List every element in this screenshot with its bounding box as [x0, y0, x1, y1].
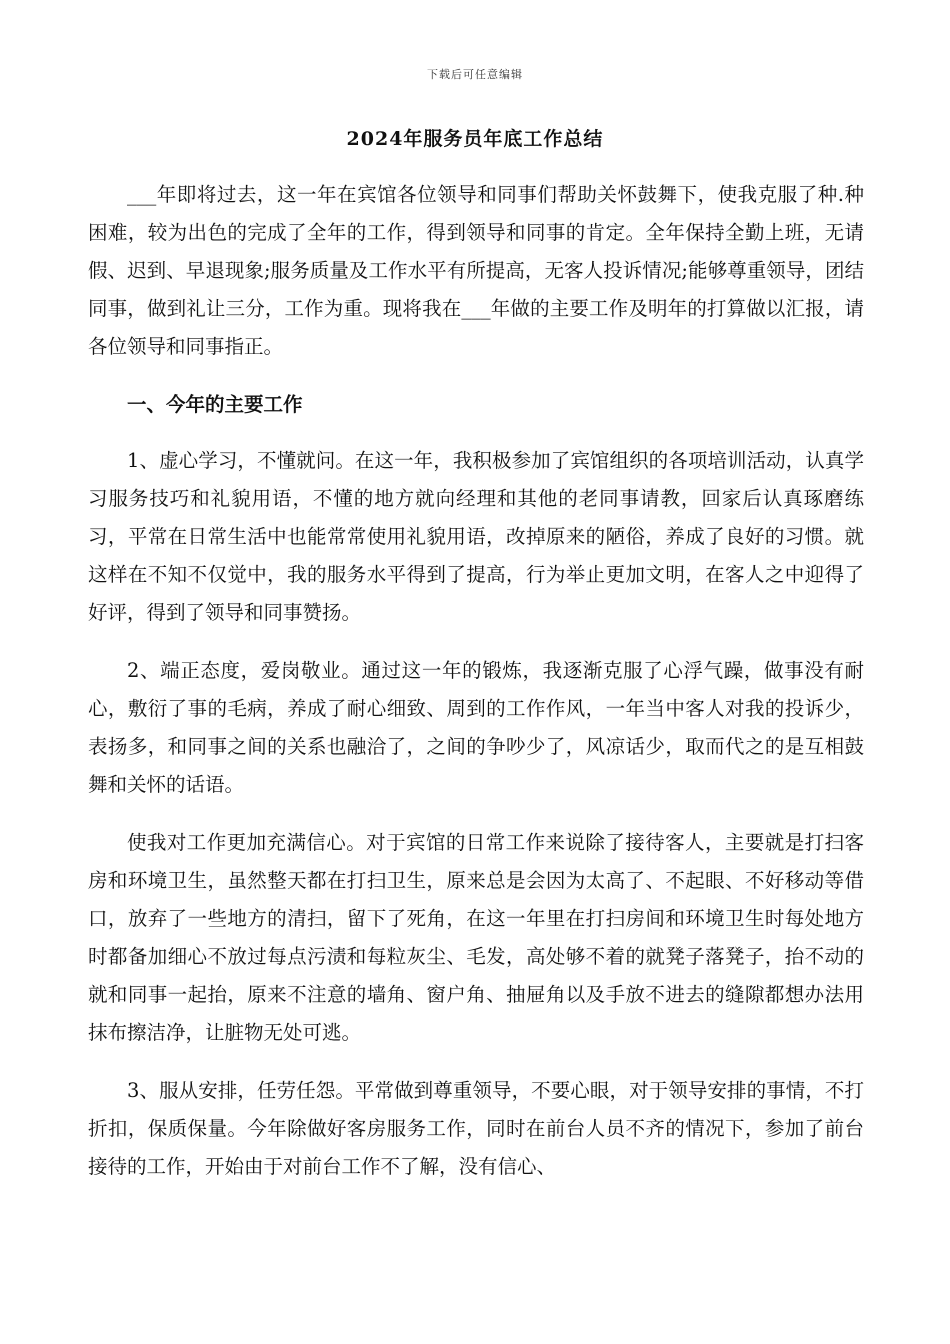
paragraph-2: 2、端正态度，爱岗敬业。通过这一年的锻炼，我逐渐克服了心浮气躁，做事没有耐心，敷衍了事的毛病，养成了耐心细致、周到的工作作风，一年当中客人对我的投诉少，表扬多，和同事之间的关系也融洽了，之间的争吵少了，风凉话少，取而代之的是互相鼓舞和关怀的话语。 — [88, 659, 864, 796]
paragraph-4: 3、服从安排，任劳任怨。平常做到尊重领导，不要心眼，对于领导安排的事情，不打折扣，保质保量。今年除做好客房服务工作，同时在前台人员不齐的情况下，参加了前台接待的工作，开始由于对前台工作不了解，没有信心、 — [88, 1079, 864, 1178]
document-body — [88, 176, 864, 1206]
header-note: 下载后可任意编辑 — [427, 68, 523, 81]
document-title: 2024年服务员年底工作总结 — [346, 128, 604, 150]
intro-paragraph: ___年即将过去，这一年在宾馆各位领导和同事们帮助关怀鼓舞下，使我克服了种.种困难，较为出色的完成了全年的工作，得到领导和同事的肯定。全年保持全勤上班，无请假、迟到、早退现象;服务质量及工作水平有所提高，无客人投诉情况;能够尊重领导，团结同事，做到礼让三分，工作为重。现将我在___年做的主要工作及明年的打算做以汇报，请各位领导和同事指正。 — [88, 183, 864, 358]
section-heading: 一、今年的主要工作 — [127, 393, 303, 416]
paragraph-1: 1、虚心学习，不懂就问。在这一年，我积极参加了宾馆组织的各项培训活动，认真学习服务技巧和礼貌用语，不懂的地方就向经理和其他的老同事请教，回家后认真琢磨练习，平常在日常生活中也能常常使用礼貌用语，改掉原来的陋俗，养成了良好的习惯。就这样在不知不仅觉中，我的服务水平得到了提高，行为举止更加文明，在客人之中迎得了好评，得到了领导和同事赞扬。 — [88, 449, 864, 624]
paragraph-3: 使我对工作更加充满信心。对于宾馆的日常工作来说除了接待客人，主要就是打扫客房和环境卫生，虽然整天都在打扫卫生，原来总是会因为太高了、不起眼、不好移动等借口，放弃了一些地方的清扫，留下了死角，在这一年里在打扫房间和环境卫生时每处地方时都备加细心不放过每点污渍和每粒灰尘、毛发，高处够不着的就凳子落凳子，抬不动的就和同事一起抬，原来不注意的墙角、窗户角、抽屉角以及手放不进去的缝隙都想办法用抹布擦洁净，让脏物无处可逃。 — [88, 831, 864, 1044]
